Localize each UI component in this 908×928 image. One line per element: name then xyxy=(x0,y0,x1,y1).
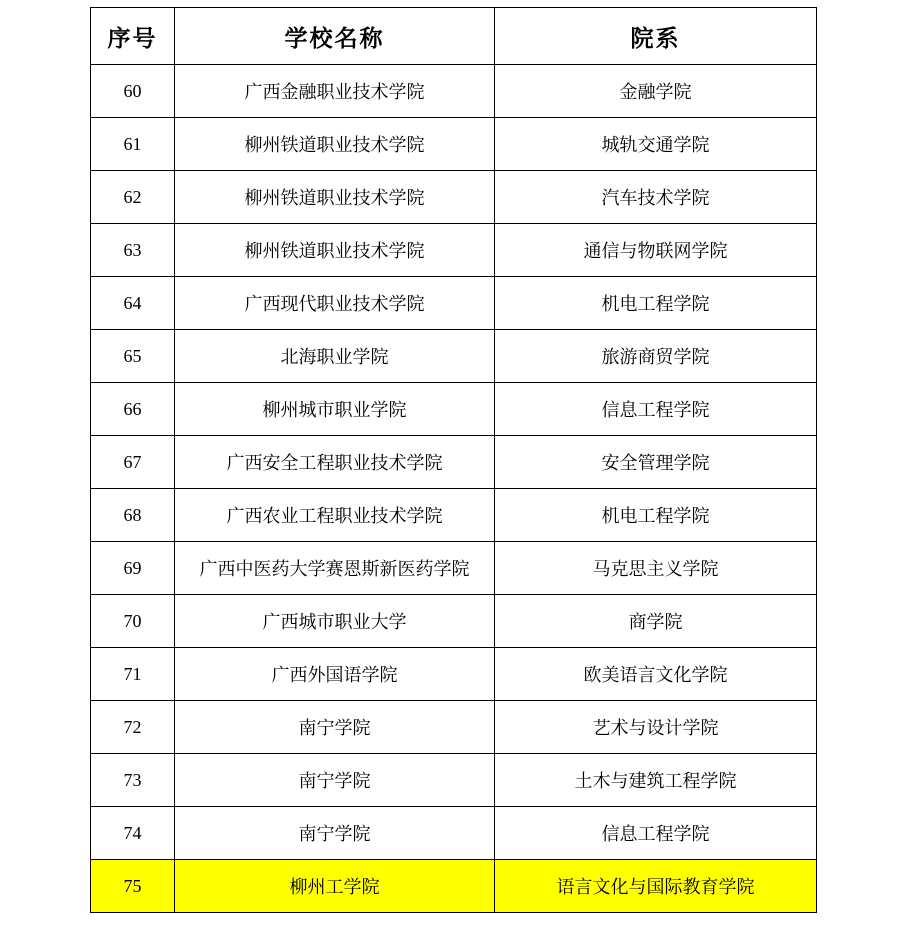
cell-department: 语言文化与国际教育学院 xyxy=(495,860,817,913)
cell-department: 信息工程学院 xyxy=(495,807,817,860)
cell-department: 信息工程学院 xyxy=(495,383,817,436)
cell-school-name: 广西农业工程职业技术学院 xyxy=(175,489,495,542)
table-row xyxy=(91,754,817,807)
cell-index: 72 xyxy=(91,701,175,754)
table-row xyxy=(91,277,817,330)
cell-school-name: 广西城市职业大学 xyxy=(175,595,495,648)
cell-department: 商学院 xyxy=(495,595,817,648)
cell-school-name: 南宁学院 xyxy=(175,807,495,860)
cell-index: 66 xyxy=(91,383,175,436)
cell-school-name: 柳州铁道职业技术学院 xyxy=(175,171,495,224)
table-row xyxy=(91,489,817,542)
cell-index: 68 xyxy=(91,489,175,542)
cell-school-name: 南宁学院 xyxy=(175,701,495,754)
cell-school-name: 广西安全工程职业技术学院 xyxy=(175,436,495,489)
cell-school-name: 广西中医药大学赛恩斯新医药学院 xyxy=(175,542,495,595)
table-row xyxy=(91,807,817,860)
table-row-highlighted xyxy=(91,860,817,913)
table-row xyxy=(91,383,817,436)
header-school-name: 学校名称 xyxy=(175,8,495,65)
cell-department: 安全管理学院 xyxy=(495,436,817,489)
table-row xyxy=(91,118,817,171)
table-row xyxy=(91,65,817,118)
cell-school-name: 柳州工学院 xyxy=(175,860,495,913)
cell-department: 城轨交通学院 xyxy=(495,118,817,171)
cell-index: 70 xyxy=(91,595,175,648)
cell-school-name: 广西现代职业技术学院 xyxy=(175,277,495,330)
cell-index: 71 xyxy=(91,648,175,701)
cell-department: 金融学院 xyxy=(495,65,817,118)
table-row xyxy=(91,701,817,754)
cell-index: 74 xyxy=(91,807,175,860)
cell-index: 63 xyxy=(91,224,175,277)
school-department-table xyxy=(90,7,817,913)
cell-school-name: 柳州城市职业学院 xyxy=(175,383,495,436)
cell-index: 75 xyxy=(91,860,175,913)
cell-department: 机电工程学院 xyxy=(495,489,817,542)
header-department: 院系 xyxy=(495,8,817,65)
cell-department: 欧美语言文化学院 xyxy=(495,648,817,701)
cell-school-name: 北海职业学院 xyxy=(175,330,495,383)
table-body xyxy=(91,65,817,913)
cell-department: 通信与物联网学院 xyxy=(495,224,817,277)
table-row xyxy=(91,542,817,595)
table-row xyxy=(91,648,817,701)
cell-school-name: 柳州铁道职业技术学院 xyxy=(175,118,495,171)
cell-index: 69 xyxy=(91,542,175,595)
cell-school-name: 柳州铁道职业技术学院 xyxy=(175,224,495,277)
cell-index: 61 xyxy=(91,118,175,171)
cell-department: 机电工程学院 xyxy=(495,277,817,330)
cell-index: 62 xyxy=(91,171,175,224)
cell-department: 汽车技术学院 xyxy=(495,171,817,224)
cell-index: 67 xyxy=(91,436,175,489)
cell-department: 旅游商贸学院 xyxy=(495,330,817,383)
table-header xyxy=(91,8,817,65)
table-row xyxy=(91,436,817,489)
cell-index: 64 xyxy=(91,277,175,330)
table-row xyxy=(91,330,817,383)
cell-department: 艺术与设计学院 xyxy=(495,701,817,754)
header-index: 序号 xyxy=(91,8,175,65)
header-row xyxy=(91,8,817,65)
cell-index: 60 xyxy=(91,65,175,118)
cell-index: 73 xyxy=(91,754,175,807)
cell-department: 马克思主义学院 xyxy=(495,542,817,595)
cell-department: 土木与建筑工程学院 xyxy=(495,754,817,807)
cell-school-name: 南宁学院 xyxy=(175,754,495,807)
cell-school-name: 广西金融职业技术学院 xyxy=(175,65,495,118)
table-row xyxy=(91,595,817,648)
table-row xyxy=(91,171,817,224)
cell-index: 65 xyxy=(91,330,175,383)
cell-school-name: 广西外国语学院 xyxy=(175,648,495,701)
table-row xyxy=(91,224,817,277)
